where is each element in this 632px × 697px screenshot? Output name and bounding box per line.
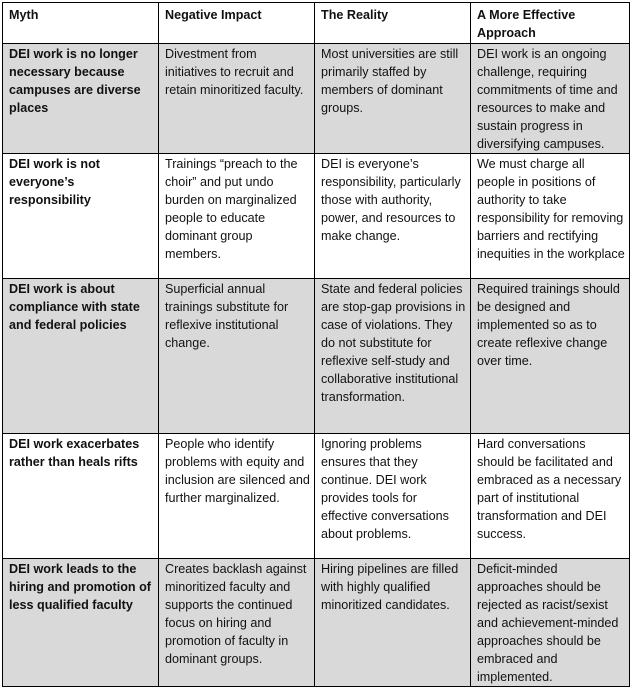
approach-cell: Required trainings should be designed and implemented so as to create reflexive change over time. [471, 279, 630, 434]
approach-cell: Deficit-minded approaches should be rejected as racist/sexist and achievement-minded approaches should be embraced and implemented. [471, 559, 630, 687]
impact-cell: Creates backlash against minoritized faculty and supports the continued focus on hiring and promotion of faculty in dominant groups. [159, 559, 315, 687]
impact-cell: Divestment from initiatives to recruit and retain minoritized faculty. [159, 44, 315, 154]
reality-cell: Ignoring problems ensures that they continue. DEI work provides tools for effective conversations about problems. [315, 434, 471, 559]
myth-cell: DEI work is no longer necessary because campuses are diverse places [3, 44, 159, 154]
table-row [3, 559, 630, 687]
table-header-row [3, 3, 630, 44]
header-effective-approach: A More Effective Approach [471, 3, 630, 44]
myth-cell: DEI work leads to the hiring and promotion of less qualified faculty [3, 559, 159, 687]
myth-reality-table [2, 2, 630, 687]
approach-cell: Hard conversations should be facilitated and embraced as a necessary part of institutional transformation and DEI success. [471, 434, 630, 559]
table-row [3, 434, 630, 559]
table-row [3, 44, 630, 154]
header-negative-impact: Negative Impact [159, 3, 315, 44]
header-the-reality: The Reality [315, 3, 471, 44]
header-myth: Myth [3, 3, 159, 44]
myth-cell: DEI work is about compliance with state and federal policies [3, 279, 159, 434]
reality-cell: Most universities are still primarily staffed by members of dominant groups. [315, 44, 471, 154]
table-row [3, 154, 630, 279]
reality-cell: Hiring pipelines are filled with highly qualified minoritized candidates. [315, 559, 471, 687]
reality-cell: DEI is everyone’s responsibility, particularly those with authority, power, and resources to make change. [315, 154, 471, 279]
myth-cell: DEI work is not everyone’s responsibility [3, 154, 159, 279]
table-row [3, 279, 630, 434]
impact-cell: Trainings “preach to the choir” and put undo burden on marginalized people to educate dominant group members. [159, 154, 315, 279]
impact-cell: People who identify problems with equity and inclusion are silenced and further marginalized. [159, 434, 315, 559]
approach-cell: DEI work is an ongoing challenge, requiring commitments of time and resources to make and sustain progress in diversifying campuses. [471, 44, 630, 154]
myth-cell: DEI work exacerbates rather than heals rifts [3, 434, 159, 559]
impact-cell: Superficial annual trainings substitute for reflexive institutional change. [159, 279, 315, 434]
approach-cell: We must charge all people in positions of authority to take responsibility for removing barriers and rectifying inequities in the workplace [471, 154, 630, 279]
reality-cell: State and federal policies are stop-gap provisions in case of violations. They do not substitute for reflexive self-study and collaborative institutional transformation. [315, 279, 471, 434]
